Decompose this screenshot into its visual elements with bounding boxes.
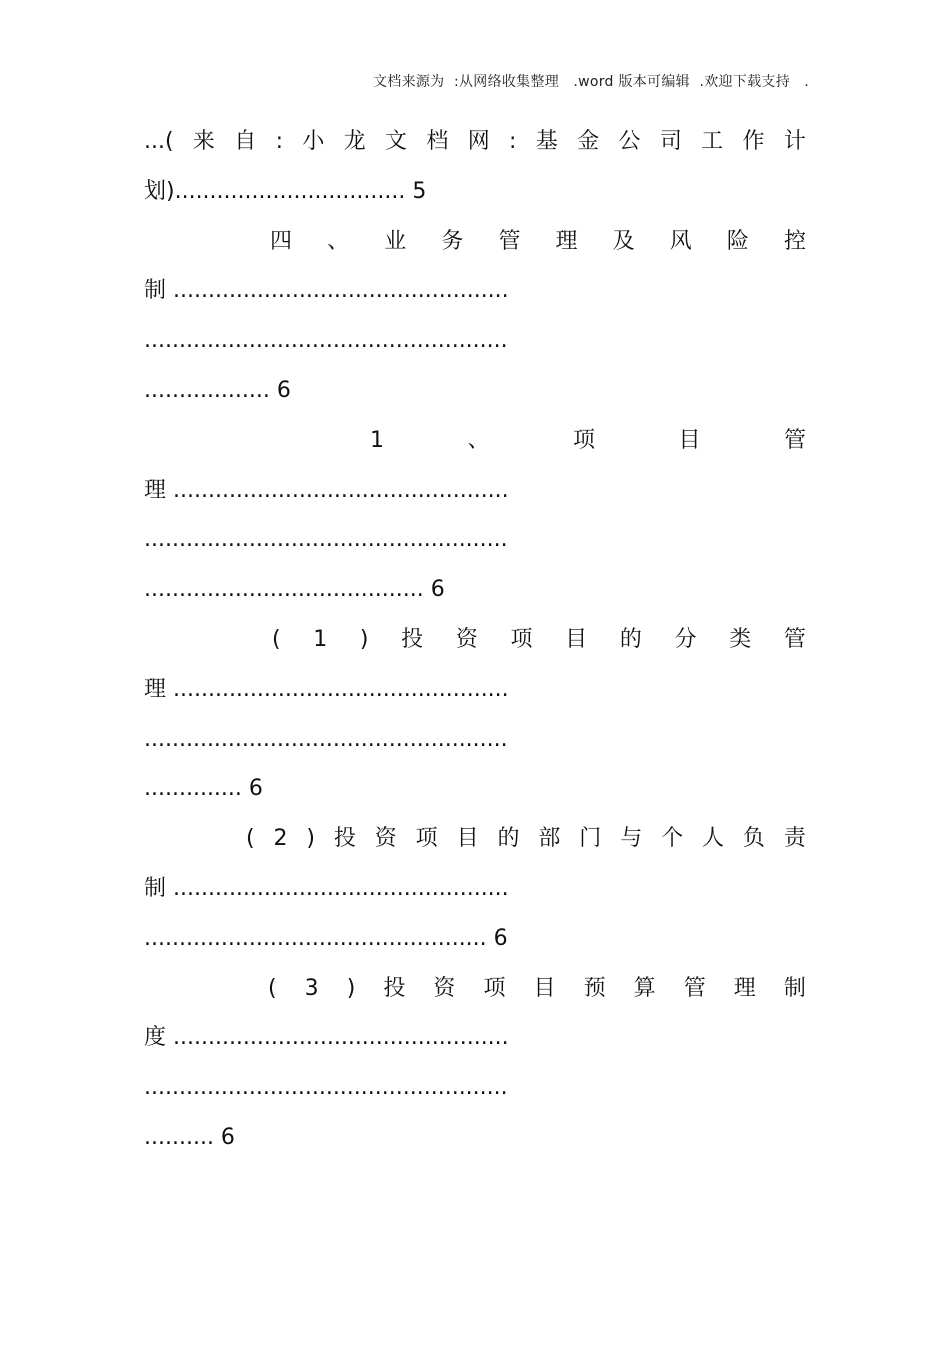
toc-line (246, 824, 806, 854)
toc-token: 目 (565, 627, 588, 652)
toc-line (268, 974, 806, 1004)
toc-line: .................. 6 (144, 378, 291, 403)
toc-token: 的 (619, 627, 642, 652)
toc-line: 理 ................................................ (144, 677, 509, 702)
toc-line: .................................................... (144, 727, 508, 752)
toc-token: ) (306, 826, 315, 851)
toc-token: 风 (669, 229, 692, 254)
toc-token: 来 (192, 129, 215, 154)
toc-line: 制 ................................................ (144, 278, 509, 303)
toc-line: .................................................... (144, 328, 508, 353)
toc-token: 项 (483, 976, 506, 1001)
toc-token: 及 (612, 229, 635, 254)
toc-token: 基 (535, 129, 558, 154)
toc-token: 负 (742, 826, 765, 851)
toc-line (270, 227, 806, 257)
toc-token: 人 (702, 826, 725, 851)
toc-token: 目 (456, 826, 479, 851)
toc-token: ( (268, 976, 277, 1001)
toc-token: 公 (618, 129, 641, 154)
toc-token: : (275, 129, 283, 154)
toc-token: ) (359, 627, 369, 652)
toc-token: 网 (467, 129, 490, 154)
toc-token: 项 (510, 627, 533, 652)
toc-token: 控 (783, 229, 806, 254)
toc-token: 计 (783, 129, 806, 154)
toc-line: .............. 6 (144, 776, 263, 801)
toc-token: 投 (383, 976, 406, 1001)
toc-token: 目 (533, 976, 556, 1001)
page-header-note: 文档来源为 :从网络收集整理 .word 版本可编辑 .欢迎下载支持 . (372, 74, 809, 90)
toc-token: 、 (467, 428, 490, 453)
toc-token: 3 (304, 976, 319, 1001)
toc-token: 部 (538, 826, 561, 851)
toc-line: ........................................ 6 (144, 577, 445, 602)
toc-token: 管 (783, 627, 806, 652)
toc-token: 管 (783, 428, 806, 453)
toc-token: 理 (555, 229, 578, 254)
toc-token: 资 (374, 826, 397, 851)
toc-token: ( (272, 627, 281, 652)
toc-line: 制 ................................................ (144, 876, 509, 901)
toc-token: ( (246, 826, 255, 851)
toc-line: 理 ................................................ (144, 478, 509, 503)
toc-line: 划)................................. 5 (144, 179, 427, 204)
toc-token: 文 (385, 129, 408, 154)
toc-token: 项 (415, 826, 438, 851)
toc-token: 四 (270, 229, 293, 254)
toc-token: 自 (234, 129, 257, 154)
toc-token: 预 (583, 976, 606, 1001)
toc-token: 门 (579, 826, 602, 851)
toc-token: 算 (633, 976, 656, 1001)
toc-line: ................................................. 6 (144, 926, 508, 951)
toc-line: .......... 6 (144, 1125, 235, 1150)
toc-token: 业 (384, 229, 407, 254)
toc-token: 类 (729, 627, 752, 652)
toc-line (144, 127, 806, 157)
toc-line (272, 625, 806, 655)
toc-token: 、 (327, 229, 350, 254)
toc-token: 个 (661, 826, 684, 851)
toc-token: 管 (498, 229, 521, 254)
toc-line: .................................................... (144, 527, 508, 552)
toc-token: 制 (783, 976, 806, 1001)
toc-token: 务 (441, 229, 464, 254)
toc-line (370, 426, 806, 456)
toc-token: 1 (313, 627, 328, 652)
toc-token: 分 (674, 627, 697, 652)
toc-token: 资 (455, 627, 478, 652)
toc-line: 度 ................................................ (144, 1025, 509, 1050)
toc-token: 险 (726, 229, 749, 254)
toc-token: 投 (401, 627, 424, 652)
toc-token: 司 (659, 129, 682, 154)
toc-token: 项 (572, 428, 595, 453)
toc-token: ...( (144, 129, 174, 154)
toc-token: 档 (426, 129, 449, 154)
toc-token: 责 (783, 826, 806, 851)
toc-token: 小 (302, 129, 325, 154)
toc-token: 1 (370, 428, 384, 453)
toc-token: : (509, 129, 517, 154)
toc-token: 的 (497, 826, 520, 851)
toc-token: 目 (678, 428, 701, 453)
toc-token: 投 (333, 826, 356, 851)
toc-token: 龙 (343, 129, 366, 154)
toc-line: .................................................... (144, 1075, 508, 1100)
toc-token: 资 (433, 976, 456, 1001)
toc-token: 理 (733, 976, 756, 1001)
toc-token: 金 (577, 129, 600, 154)
toc-token: ) (346, 976, 356, 1001)
toc-token: 工 (701, 129, 724, 154)
toc-token: 管 (683, 976, 706, 1001)
toc-token: 作 (742, 129, 765, 154)
toc-token: 2 (273, 826, 288, 851)
toc-token: 与 (620, 826, 643, 851)
